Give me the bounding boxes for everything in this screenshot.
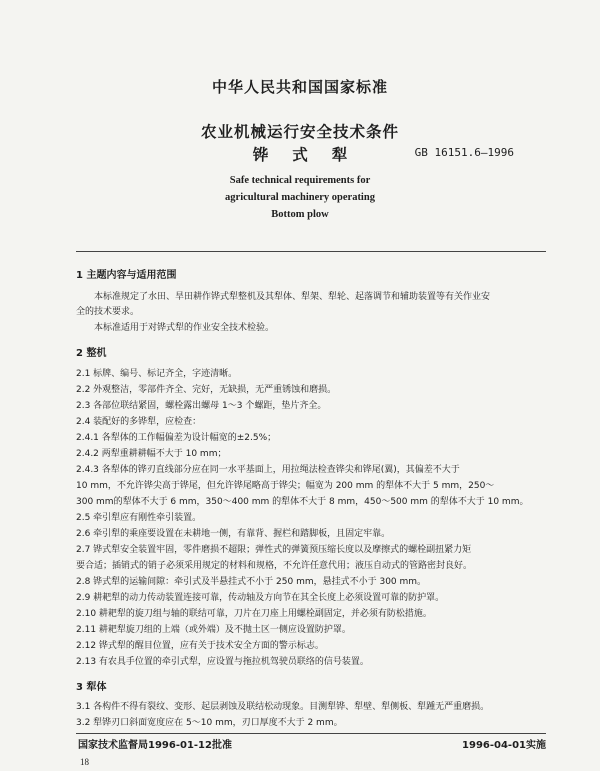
clause-line: 3.1 各构件不得有裂纹、变形、起层剥蚀及联结松动现象。目测犁铧、犁壁、犁侧板、犁踵无严重磨损。	[76, 702, 490, 712]
clause-line: 2.9 耕耙犁的动力传动装置连接可靠，传动轴及方向节在其全长度上必须设置可靠的防护罩。	[76, 593, 445, 603]
clause-line: 2.4.1 各犁体的工作幅偏差为设计幅宽的±2.5%；	[76, 433, 277, 443]
clause-line: 要合适；插销式的销子必须采用规定的材料和规格，不允许任意代用；液压自动式的管路密封良好。	[76, 561, 473, 571]
page-number: 18	[80, 757, 89, 767]
approval-date: 国家技术监督局1996-01-12批准	[78, 740, 232, 751]
clause-line: 2.6 牵引犁的乘座要设置在未耕地一侧，有靠背、握栏和踏脚板，且固定牢靠。	[76, 529, 391, 539]
implementation-date: 1996-04-01实施	[462, 740, 546, 751]
english-title-line: Safe technical requirements for	[229, 175, 371, 186]
clause-line: 2.1 标牌、编号、标记齐全，字迹清晰。	[76, 369, 238, 379]
section-2-heading: 2 整机	[76, 348, 107, 359]
clause-line: 2.5 牵引犁应有刚性牵引装置。	[76, 513, 202, 523]
subtitle-char: 式	[292, 146, 308, 164]
clause-line: 2.11 耕耙犁旋刀组的上端（或外端）及不抛土区一侧应设置防护罩。	[76, 625, 351, 635]
national-standard-header: 中华人民共和国国家标准	[211, 78, 388, 96]
subtitle-char: 铧	[252, 146, 269, 164]
footer-rule	[76, 733, 546, 734]
document-title: 农业机械运行安全技术条件	[200, 123, 399, 141]
clause-line: 2.7 铧式犁安全装置牢固，零件磨损不超限；弹性式的弹簧预压缩长度以及摩擦式的螺栓副扭紧力矩	[76, 545, 472, 555]
standard-number: GB 16151.6—1996	[414, 146, 514, 159]
clause-line: 10 mm，不允许铧尖高于铧尾，但允许铧尾略高于铧尖；幅宽为 200 mm 的犁体不大于 5 mm，250～	[76, 481, 495, 491]
english-title-line: agricultural machinery operating	[225, 192, 375, 203]
clause-line: 2.4.2 两犁重耕耕幅不大于 10 mm；	[76, 449, 227, 459]
clause-line: 300 mm的犁体不大于 6 mm，350～400 mm 的犁体不大于 8 mm，450～500 mm 的犁体不大于 10 mm。	[76, 497, 529, 507]
clause-line: 2.8 铧式犁的运输间隙：牵引式及半悬挂式不小于 250 mm，悬挂式不小于 300 mm。	[76, 577, 427, 587]
subtitle-char: 犁	[331, 146, 348, 164]
clause-line: 2.2 外观整洁，零部件齐全、完好，无缺损，无严重锈蚀和磨损。	[76, 385, 337, 395]
clause-line: 2.4 装配好的多铧犁，应检查：	[76, 417, 202, 427]
paragraph-line: 全的技术要求。	[76, 307, 140, 317]
clause-line: 2.4.3 各犁体的铧刃直线部分应在同一水平基面上，用拉绳法检查铧尖和铧尾(翼)，其偏差不大于	[76, 465, 460, 475]
section-1-heading: 1 主题内容与适用范围	[76, 270, 177, 281]
clause-line: 2.12 铧式犁的醒目位置，应有关于技术安全方面的警示标志。	[76, 641, 324, 651]
clause-line: 2.10 耕耙犁的旋刀组与轴的联结可靠，刀片在刀座上用螺栓副固定，并必须有防松措施。	[76, 609, 432, 619]
clause-line: 3.2 犁铧刃口斜面宽度应在 5～10 mm，刃口厚度不大于 2 mm。	[76, 718, 343, 728]
english-title-line: Bottom plow	[271, 209, 329, 220]
paragraph-line: 本标准适用于对铧式犁的作业安全技术检验。	[94, 323, 275, 333]
paragraph-line: 本标准规定了水田、旱田耕作铧式犁整机及其犁体、犁架、犁轮、起落调节和辅助装置等有关作业安	[94, 292, 491, 302]
header-rule	[76, 251, 546, 252]
section-3-heading: 3 犁体	[76, 682, 107, 693]
clause-line: 2.13 有农具手位置的牵引式犁，应设置与拖拉机驾驶员联络的信号装置。	[76, 657, 369, 667]
clause-line: 2.3 各部位联结紧固，螺栓露出螺母 1～3 个螺距，垫片齐全。	[76, 401, 327, 411]
